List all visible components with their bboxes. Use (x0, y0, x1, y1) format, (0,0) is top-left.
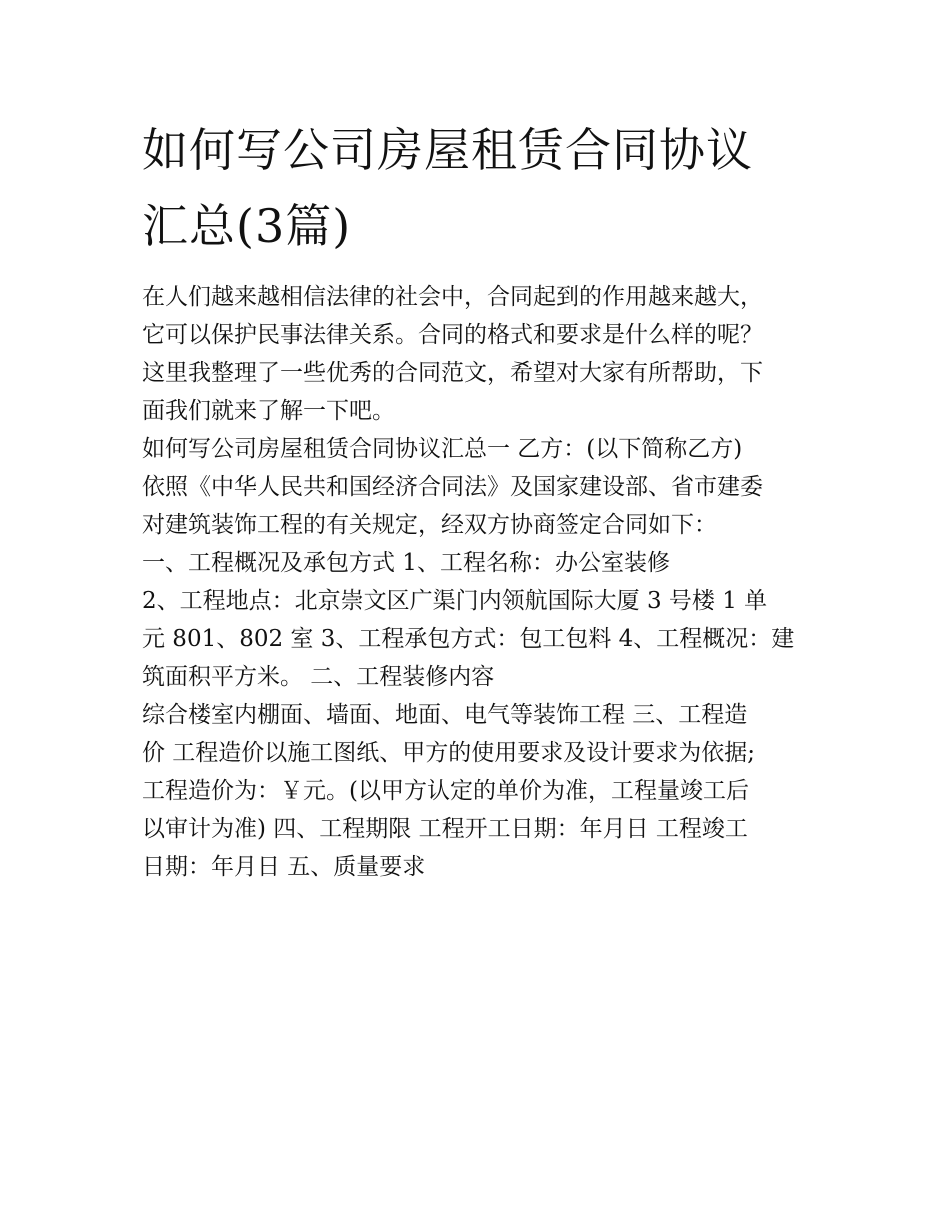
text-line: 综合楼室内棚面、墙面、地面、电气等装饰工程 三、工程造 (142, 702, 748, 728)
paragraph-contract-intro (142, 430, 822, 544)
text-line: 元 801、802 室 3、工程承包方式：包工包料 4、工程概况：建 (142, 626, 795, 652)
text-line: 在人们越来越相信法律的社会中，合同起到的作用越来越大， (142, 284, 763, 310)
title-line-1: 如何写公司房屋租赁合同协议 (142, 123, 753, 177)
text-line: 一、工程概况及承包方式 1、工程名称：办公室装修 (142, 550, 670, 576)
title-line-2: 汇总(3篇) (142, 199, 352, 253)
text-line: 面我们就来了解一下吧。 (142, 398, 395, 424)
document-body (142, 278, 822, 886)
document-title (142, 112, 822, 264)
text-line: 对建筑装饰工程的有关规定，经双方协商签定合同如下： (142, 512, 717, 538)
text-line: 这里我整理了一些优秀的合同范文，希望对大家有所帮助，下 (142, 360, 763, 386)
text-line: 它可以保护民事法律关系。合同的格式和要求是什么样的呢？ (142, 322, 763, 348)
text-line: 日期：年月日 五、质量要求 (142, 854, 426, 880)
paragraph-section-1 (142, 544, 822, 582)
text-line: 工程造价为：￥元。(以甲方认定的单价为准，工程量竣工后 (142, 778, 749, 804)
text-line: 如何写公司房屋租赁合同协议汇总一 乙方：(以下简称乙方) (142, 436, 743, 462)
paragraph-scope (142, 696, 822, 886)
document-content (142, 112, 822, 886)
text-line: 筑面积平方米。 二、工程装修内容 (142, 664, 495, 690)
paragraph-intro (142, 278, 822, 430)
text-line: 以审计为准) 四、工程期限 工程开工日期：年月日 工程竣工 (142, 816, 748, 842)
text-line: 2、工程地点：北京崇文区广渠门内领航国际大厦 3 号楼 1 单 (142, 588, 768, 614)
text-line: 价 工程造价以施工图纸、甲方的使用要求及设计要求为依据; (142, 740, 756, 766)
paragraph-location (142, 582, 822, 696)
text-line: 依照《中华人民共和国经济合同法》及国家建设部、省市建委 (142, 474, 763, 500)
